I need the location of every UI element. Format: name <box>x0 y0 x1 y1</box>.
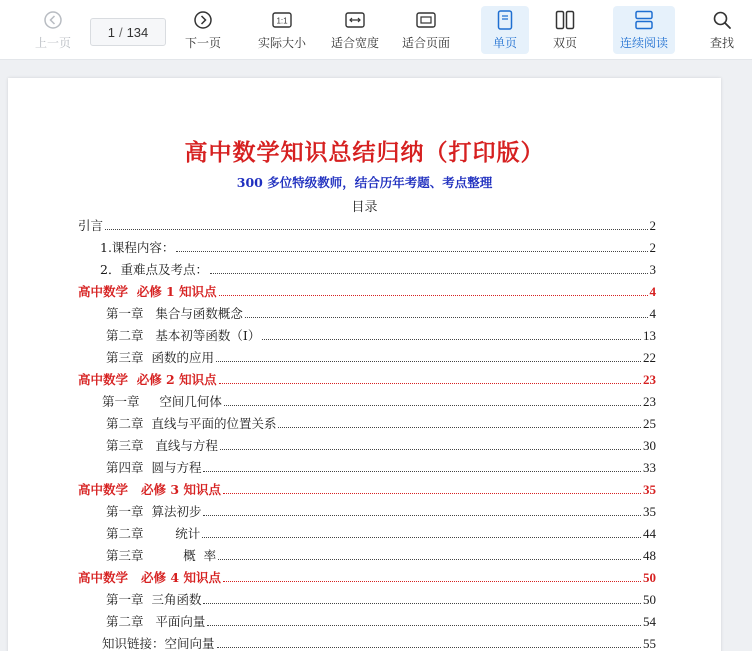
toc-entry-page: 35 <box>643 504 656 519</box>
toc-entry-page: 25 <box>643 416 656 431</box>
next-page-label: 下一页 <box>184 36 221 50</box>
toc-entry-page: 50 <box>643 592 656 607</box>
toc-leader <box>262 339 641 340</box>
toc-entry[interactable] <box>78 348 656 366</box>
toc-entry-page: 35 <box>643 482 656 497</box>
toc-leader <box>218 559 641 560</box>
fit-page-icon <box>415 9 437 31</box>
previous-page-label: 上一页 <box>34 36 71 50</box>
toc-entry-page: 55 <box>643 636 656 651</box>
toc-entry-label: 第一章 三角函数 <box>106 592 202 607</box>
toc-entry-label: 高中数学 必修 2 知识点 <box>78 372 217 387</box>
toc-leader <box>217 647 641 648</box>
toc-leader <box>219 295 648 296</box>
page-separator: / <box>118 24 123 40</box>
toc-entry-page: 4 <box>649 306 656 321</box>
toc-entry-page: 44 <box>643 526 656 541</box>
toc-entry-page: 2 <box>649 240 656 255</box>
toc-leader <box>203 471 641 472</box>
toc-entry-label: 高中数学 必修 3 知识点 <box>78 482 221 497</box>
toc-entry[interactable] <box>78 612 656 630</box>
toc-entry[interactable] <box>78 590 656 608</box>
toc-leader <box>220 449 641 450</box>
viewer-toolbar <box>0 0 752 60</box>
toc-entry-page: 54 <box>643 614 656 629</box>
toc-section-entry[interactable] <box>78 370 656 388</box>
toc-entry-page: 2 <box>649 218 656 233</box>
search-button[interactable] <box>700 6 744 54</box>
toc-leader <box>223 581 641 582</box>
toc-entry-label: 第一章 空间几何体 <box>102 394 222 409</box>
chevron-left-circle-icon <box>42 9 64 31</box>
double-page-icon <box>554 9 576 31</box>
toc-entry[interactable] <box>78 392 656 410</box>
toc-leader <box>216 361 641 362</box>
toc-leader <box>219 383 641 384</box>
toc-entry-page: 13 <box>643 328 656 343</box>
fit-width-label: 适合宽度 <box>330 36 379 50</box>
single-page-button[interactable] <box>481 6 529 54</box>
continuous-reading-icon <box>633 9 655 31</box>
toc-section-entry[interactable] <box>78 282 656 300</box>
toc-entry-page: 22 <box>643 350 656 365</box>
toc-entry-page: 48 <box>643 548 656 563</box>
toc-leader <box>207 625 641 626</box>
toc-section-entry[interactable] <box>78 480 656 498</box>
fit-width-button[interactable] <box>326 6 384 54</box>
previous-page-button[interactable] <box>26 6 80 54</box>
toc-entry-label: 第四章 圆与方程 <box>106 460 202 475</box>
document-subtitle: 300 多位特级教师，结合历年考题、考点整理 <box>236 175 493 190</box>
toc-entry-page: 4 <box>649 284 656 299</box>
toc-leader <box>245 317 648 318</box>
actual-size-icon <box>271 9 293 31</box>
toc-entry-label: 知识链接：空间向量 <box>102 636 215 651</box>
toc-leader <box>202 537 641 538</box>
toc-entry[interactable] <box>78 436 656 454</box>
continuous-reading-label: 连续阅读 <box>619 36 668 50</box>
toc-leader <box>176 251 647 252</box>
page-number-field[interactable] <box>90 18 166 46</box>
toc-entry-page: 23 <box>643 372 656 387</box>
toc-entry-page: 33 <box>643 460 656 475</box>
toc-entry[interactable] <box>78 634 656 651</box>
search-label: 查找 <box>709 36 734 50</box>
toc-leader <box>210 273 648 274</box>
next-page-button[interactable] <box>176 6 230 54</box>
toc-entry-label: 第三章 直线与方程 <box>106 438 218 453</box>
fit-width-icon <box>344 9 366 31</box>
document-viewport[interactable] <box>0 60 752 651</box>
toc-heading: 目录 <box>351 200 378 215</box>
toc-entry-page: 50 <box>643 570 656 585</box>
double-page-label: 双页 <box>552 36 577 50</box>
toc-leader <box>105 229 647 230</box>
current-page-input[interactable]: 1 <box>107 24 115 40</box>
toc-entry-label: 高中数学 必修 1 知识点 <box>78 284 217 299</box>
search-icon <box>711 9 733 31</box>
toc-leader <box>223 493 641 494</box>
toc-entry-label: 第二章 平面向量 <box>106 614 206 629</box>
toc-entry-page: 30 <box>643 438 656 453</box>
toc-entry-label: 第二章 统计 <box>106 526 201 541</box>
toc-entry[interactable] <box>78 326 656 344</box>
actual-size-button[interactable] <box>252 6 312 54</box>
toc-entry-label: 2．重难点及考点： <box>100 262 208 277</box>
toc-entry-label: 1.课程内容： <box>100 240 175 255</box>
double-page-button[interactable] <box>542 6 588 54</box>
toc-entry[interactable] <box>78 458 656 476</box>
toc-entry-label: 高中数学 必修 4 知识点 <box>78 570 221 585</box>
toc-entry[interactable] <box>78 304 656 322</box>
toc-entry[interactable] <box>78 260 656 278</box>
single-page-icon <box>494 9 516 31</box>
toc-entry[interactable] <box>78 238 656 256</box>
toc-entry-label: 第一章 算法初步 <box>106 504 202 519</box>
single-page-label: 单页 <box>492 36 517 50</box>
toc-leader <box>203 603 641 604</box>
toc-entry-label: 第二章 基本初等函数（Ⅰ） <box>106 328 261 343</box>
toc-entry[interactable] <box>78 414 656 432</box>
toc-entry-label: 第三章 概 率 <box>106 548 217 563</box>
toc-section-entry[interactable] <box>78 568 656 586</box>
toc-entry-label: 第二章 直线与平面的位置关系 <box>106 416 277 431</box>
toc-entry[interactable] <box>78 216 656 234</box>
toc-leader <box>203 515 641 516</box>
toc-entry[interactable] <box>78 546 656 564</box>
toc-entry[interactable] <box>78 502 656 520</box>
toc-leader <box>224 405 641 406</box>
toc-leader <box>278 427 641 428</box>
toc-entry[interactable] <box>78 524 656 542</box>
svg-text:1:1: 1:1 <box>276 16 288 26</box>
toc-entry-page: 3 <box>649 262 656 277</box>
toc-entry-label: 第三章 函数的应用 <box>106 350 214 365</box>
toc-entry-page: 23 <box>643 394 656 409</box>
actual-size-label: 实际大小 <box>257 36 306 50</box>
continuous-reading-button[interactable] <box>613 6 675 54</box>
document-page <box>8 78 721 651</box>
document-title: 高中数学知识总结归纳（打印版） <box>184 139 545 166</box>
toc-entry-label: 第一章 集合与函数概念 <box>106 306 243 321</box>
toc-entry-label: 引言 <box>78 218 104 233</box>
total-pages: 134 <box>126 24 149 40</box>
chevron-right-circle-icon <box>192 9 214 31</box>
fit-page-button[interactable] <box>396 6 456 54</box>
fit-page-label: 适合页面 <box>401 36 450 50</box>
